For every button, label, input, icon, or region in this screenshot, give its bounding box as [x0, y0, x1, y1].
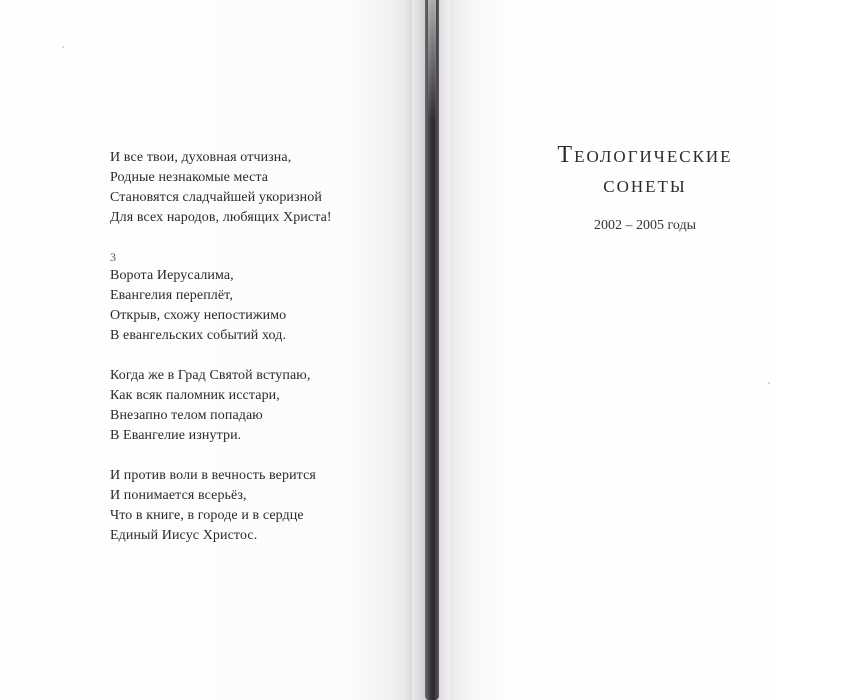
poem-line: Евангелия переплёт,	[110, 288, 233, 303]
stanza-number: 3	[110, 250, 116, 264]
stanza	[110, 148, 400, 228]
poem-line: В Евангелие изнутри.	[110, 428, 242, 443]
poem-line: И понимается всерьёз,	[110, 488, 247, 503]
poem-line: И все твои, духовная отчизна,	[110, 150, 292, 165]
poem-line: И против воли в вечность верится	[110, 468, 316, 483]
poem-line: Родные незнакомые места	[110, 170, 269, 185]
poem-line: Внезапно телом попадаю	[110, 408, 263, 423]
ribbon-highlight	[428, 0, 436, 120]
poem-line: В евангельских событий ход.	[110, 328, 287, 343]
poem-line: Как всяк паломник исстари,	[110, 388, 280, 403]
poem-line: Что в книге, в городе и в сердце	[110, 508, 304, 523]
section-years: 2002 – 2005 годы	[593, 218, 697, 233]
paper-speck	[62, 46, 64, 48]
section-title-line: сонеты	[603, 172, 687, 198]
section-title-block	[500, 140, 790, 236]
section-title-line: Теологические	[557, 142, 733, 168]
poem-text	[110, 148, 400, 566]
right-page	[450, 0, 861, 700]
poem-line: Становятся сладчайшей укоризной	[110, 190, 322, 205]
stanza	[110, 466, 400, 546]
stanza	[110, 366, 400, 446]
stanza	[110, 248, 400, 346]
poem-line: Когда же в Град Святой вступаю,	[110, 368, 311, 383]
poem-line: Единый Иисус Христос.	[110, 528, 258, 543]
poem-line: Открыв, схожу непостижимо	[110, 308, 287, 323]
section-title	[500, 140, 790, 200]
poem-line: Ворота Иерусалима,	[110, 268, 234, 283]
poem-line: Для всех народов, любящих Христа!	[110, 210, 332, 225]
paper-speck	[768, 382, 770, 384]
